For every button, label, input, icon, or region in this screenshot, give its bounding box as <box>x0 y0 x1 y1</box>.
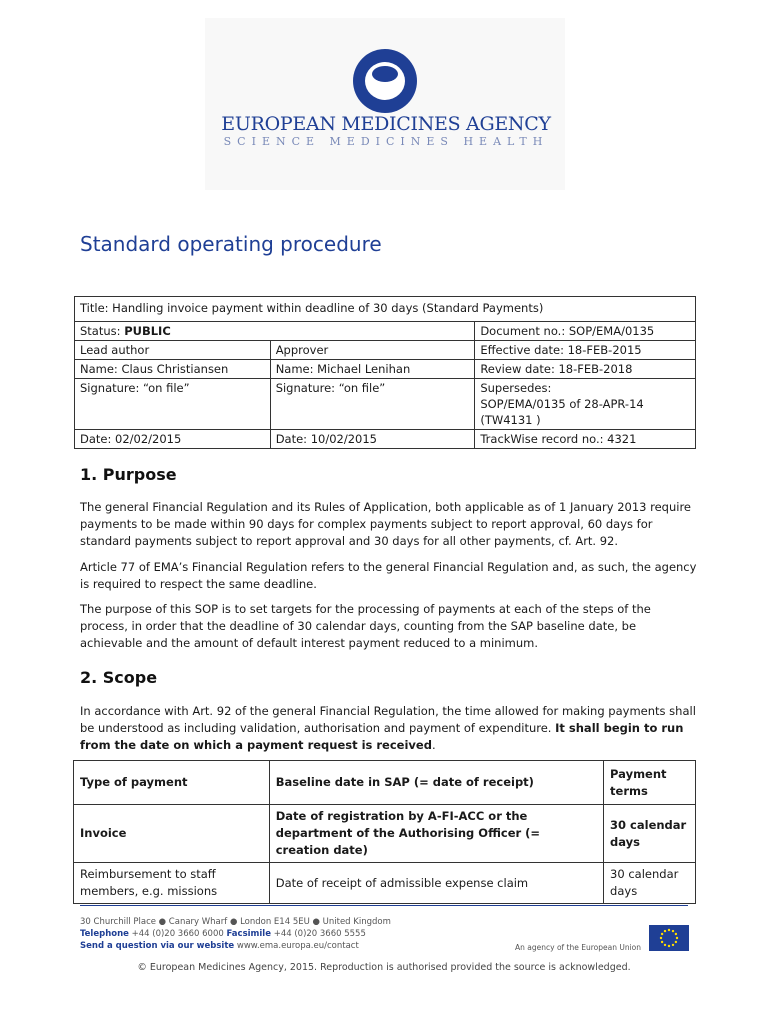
eu-agency-text: An agency of the European Union <box>515 943 642 952</box>
contact-link[interactable]: www.ema.europa.eu/contact <box>234 941 359 951</box>
meta-trackwise: TrackWise record no.: 4321 <box>475 430 696 449</box>
table-row <box>75 430 696 449</box>
scope-text-end: . <box>431 738 436 752</box>
scope-paragraph <box>80 703 700 754</box>
supersedes-label: Supersedes: <box>480 381 552 395</box>
document-metadata-table <box>74 296 696 449</box>
question-label: Send a question via our website <box>80 941 235 951</box>
table-row <box>75 297 696 322</box>
meta-approver: Approver <box>270 341 475 360</box>
meta-review-date: Review date: 18-FEB-2018 <box>475 360 696 379</box>
meta-effective-date: Effective date: 18-FEB-2015 <box>475 341 696 360</box>
meta-date-approver: Date: 10/02/2015 <box>270 430 475 449</box>
cell-baseline-date: Date of registration by A-FI-ACC or the department of the Authorising Officer (= creation date) <box>269 805 603 863</box>
footer-address: 30 Churchill Place ● Canary Wharf ● London E14 5EU ● United Kingdom <box>80 917 391 927</box>
table-row <box>75 360 696 379</box>
meta-signature-author: Signature: “on file” <box>75 379 271 430</box>
header-type-of-payment: Type of payment <box>74 761 270 805</box>
table-row <box>75 379 696 430</box>
cell-payment-terms: 30 calendar days <box>604 805 696 863</box>
table-header-row <box>74 761 696 805</box>
supersedes-doc: SOP/EMA/0135 of 28-APR-14 <box>480 397 644 411</box>
telephone-label: Telephone <box>80 929 129 939</box>
facsimile-label: Facsimile <box>226 929 271 939</box>
scope-text: In accordance with Art. 92 of the general Financial Regulation, the time allowed for making payments shall be understood as including validation, authorisation and payment of expenditure. <box>80 704 696 735</box>
document-title: Standard operating procedure <box>80 232 382 256</box>
cell-payment-terms: 30 calendar days <box>604 863 696 904</box>
meta-document-no: Document no.: SOP/EMA/0135 <box>475 322 696 341</box>
meta-name-author: Name: Claus Christiansen <box>75 360 271 379</box>
facsimile-value: +44 (0)20 3660 5555 <box>271 929 366 939</box>
table-row <box>75 341 696 360</box>
copyright-notice: © European Medicines Agency, 2015. Reproduction is authorised provided the source is acknowledged. <box>137 962 631 973</box>
meta-date-author: Date: 02/02/2015 <box>75 430 271 449</box>
footer-contact <box>80 928 366 940</box>
eu-flag-icon <box>649 925 689 951</box>
section-heading-scope: 2. Scope <box>80 668 158 687</box>
purpose-paragraph-1: The general Financial Regulation and its Rules of Application, both applicable as of 1 January 2013 require payments to be made within 90 days for complex payments subject to report approval, 60 days for standard payments subject to report approval and 30 days for all other payments, cf. Art. 92. <box>80 500 691 548</box>
table-row <box>74 805 696 863</box>
supersedes-ref: (TW4131 ) <box>480 413 541 427</box>
header-baseline-date: Baseline date in SAP (= date of receipt) <box>269 761 603 805</box>
meta-signature-approver: Signature: “on file” <box>270 379 475 430</box>
agency-tagline: SCIENCE MEDICINES HEALTH <box>223 135 549 148</box>
purpose-paragraph-3: The purpose of this SOP is to set targets for the processing of payments at each of the steps of the process, in order that the deadline of 30 calendar days, counting from the SAP baseline date, be achievable and the amount of default interest payment reduced to a minimum. <box>80 602 651 650</box>
meta-name-approver: Name: Michael Lenihan <box>270 360 475 379</box>
header-payment-terms: Payment terms <box>604 761 696 805</box>
table-row <box>74 863 696 904</box>
ema-logo-icon <box>353 49 417 113</box>
footer-question <box>80 940 359 952</box>
meta-lead-author: Lead author <box>75 341 271 360</box>
meta-supersedes <box>475 379 696 430</box>
table-row <box>75 322 696 341</box>
purpose-paragraph-2: Article 77 of EMA’s Financial Regulation refers to the general Financial Regulation and, as such, the agency is required to respect the same deadline. <box>80 560 697 591</box>
status-value: PUBLIC <box>124 324 171 338</box>
section-heading-purpose: 1. Purpose <box>80 465 177 484</box>
meta-title: Title: Handling invoice payment within deadline of 30 days (Standard Payments) <box>75 297 696 322</box>
payment-terms-table <box>73 760 696 904</box>
cell-payment-type: Reimbursement to staff members, e.g. missions <box>74 863 270 904</box>
scope-text-bold: It shall begin to run from the date on which a payment request is received <box>80 721 684 752</box>
agency-name: EUROPEAN MEDICINES AGENCY <box>221 113 551 135</box>
cell-baseline-date: Date of receipt of admissible expense claim <box>269 863 603 904</box>
meta-status <box>75 322 475 341</box>
telephone-value: +44 (0)20 3660 6000 <box>128 929 227 939</box>
footer-divider <box>80 905 688 906</box>
cell-payment-type: Invoice <box>74 805 270 863</box>
status-label: Status: <box>80 324 125 338</box>
